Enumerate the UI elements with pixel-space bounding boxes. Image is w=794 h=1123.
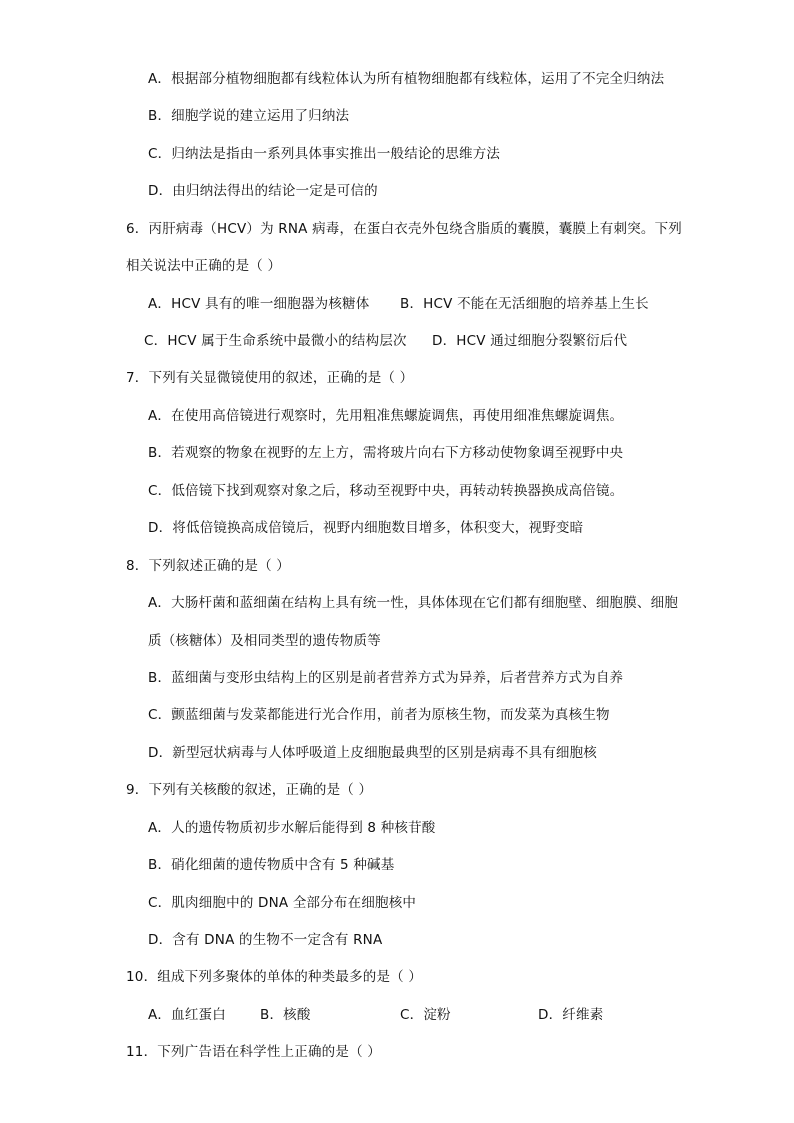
question-10-option-a: A．血红蛋白 [148, 1007, 226, 1023]
question-6-option-d: D．HCV 通过细胞分裂繁衍后代 [432, 333, 628, 349]
question-8-option-b: B．蓝细菌与变形虫结构上的区别是前者营养方式为异养，后者营养方式为自养 [148, 670, 624, 686]
question-5-option-b: B．细胞学说的建立运用了归纳法 [148, 108, 350, 124]
question-6-options-row-2 [144, 332, 768, 350]
question-9-option-b: B．硝化细菌的遗传物质中含有 5 种碱基 [148, 857, 395, 873]
question-8-stem: 8．下列叙述正确的是（ ） [126, 558, 290, 574]
question-7-option-a: A．在使用高倍镜进行观察时，先用粗准焦螺旋调焦，再使用细准焦螺旋调焦。 [148, 408, 624, 424]
question-9-option-a: A．人的遗传物质初步水解后能得到 8 种核苷酸 [148, 820, 436, 836]
question-6-options-row-1 [148, 295, 768, 313]
question-6-option-a: A．HCV 具有的唯一细胞器为核糖体 [148, 296, 370, 312]
question-7-option-d: D．将低倍镜换高成倍镜后，视野内细胞数目增多，体积变大，视野变暗 [148, 520, 584, 536]
question-5-option-d: D．由归纳法得出的结论一定是可信的 [148, 183, 378, 199]
question-10-options-row [148, 1006, 628, 1024]
question-6-option-b: B．HCV 不能在无活细胞的培养基上生长 [400, 296, 649, 312]
question-8-option-a-cont: 质（核糖体）及相同类型的遗传物质等 [148, 633, 381, 649]
question-10-option-d: D．纤维素 [538, 1007, 604, 1023]
question-9-stem: 9．下列有关核酸的叙述，正确的是（ ） [126, 782, 373, 798]
question-7-option-c: C．低倍镜下找到观察对象之后，移动至视野中央，再转动转换器换成高倍镜。 [148, 483, 624, 499]
question-7-option-b: B．若观察的物象在视野的左上方，需将玻片向右下方移动使物象调至视野中央 [148, 445, 624, 461]
question-10-option-b: B．核酸 [260, 1007, 311, 1023]
question-8-option-a: A．大肠杆菌和蓝细菌在结构上具有统一性，具体体现在它们都有细胞壁、细胞膜、细胞 [148, 595, 679, 611]
question-10-stem: 10．组成下列多聚体的单体的种类最多的是（ ） [126, 969, 423, 985]
question-6-stem: 6．丙肝病毒（HCV）为 RNA 病毒，在蛋白衣壳外包绕含脂质的囊膜，囊膜上有刺突。下列 [126, 221, 682, 237]
question-9-option-c: C．肌肉细胞中的 DNA 全部分布在细胞核中 [148, 895, 417, 911]
question-6-option-c: C．HCV 属于生命系统中最微小的结构层次 [144, 333, 407, 349]
question-10-option-c: C．淀粉 [400, 1007, 451, 1023]
question-8-option-d: D．新型冠状病毒与人体呼吸道上皮细胞最典型的区别是病毒不具有细胞核 [148, 745, 597, 761]
question-7-stem: 7．下列有关显微镜使用的叙述，正确的是（ ） [126, 370, 414, 386]
question-6-stem-cont: 相关说法中正确的是（ ） [126, 258, 282, 274]
question-5-option-c: C．归纳法是指由一系列具体事实推出一般结论的思维方法 [148, 146, 501, 162]
question-5-option-a: A．根据部分植物细胞都有线粒体认为所有植物细胞都有线粒体，运用了不完全归纳法 [148, 71, 665, 87]
question-9-option-d: D．含有 DNA 的生物不一定含有 RNA [148, 932, 383, 948]
question-8-option-c: C．颤蓝细菌与发菜都能进行光合作用，前者为原核生物，而发菜为真核生物 [148, 707, 610, 723]
question-11-stem: 11．下列广告语在科学性上正确的是（ ） [126, 1044, 381, 1060]
